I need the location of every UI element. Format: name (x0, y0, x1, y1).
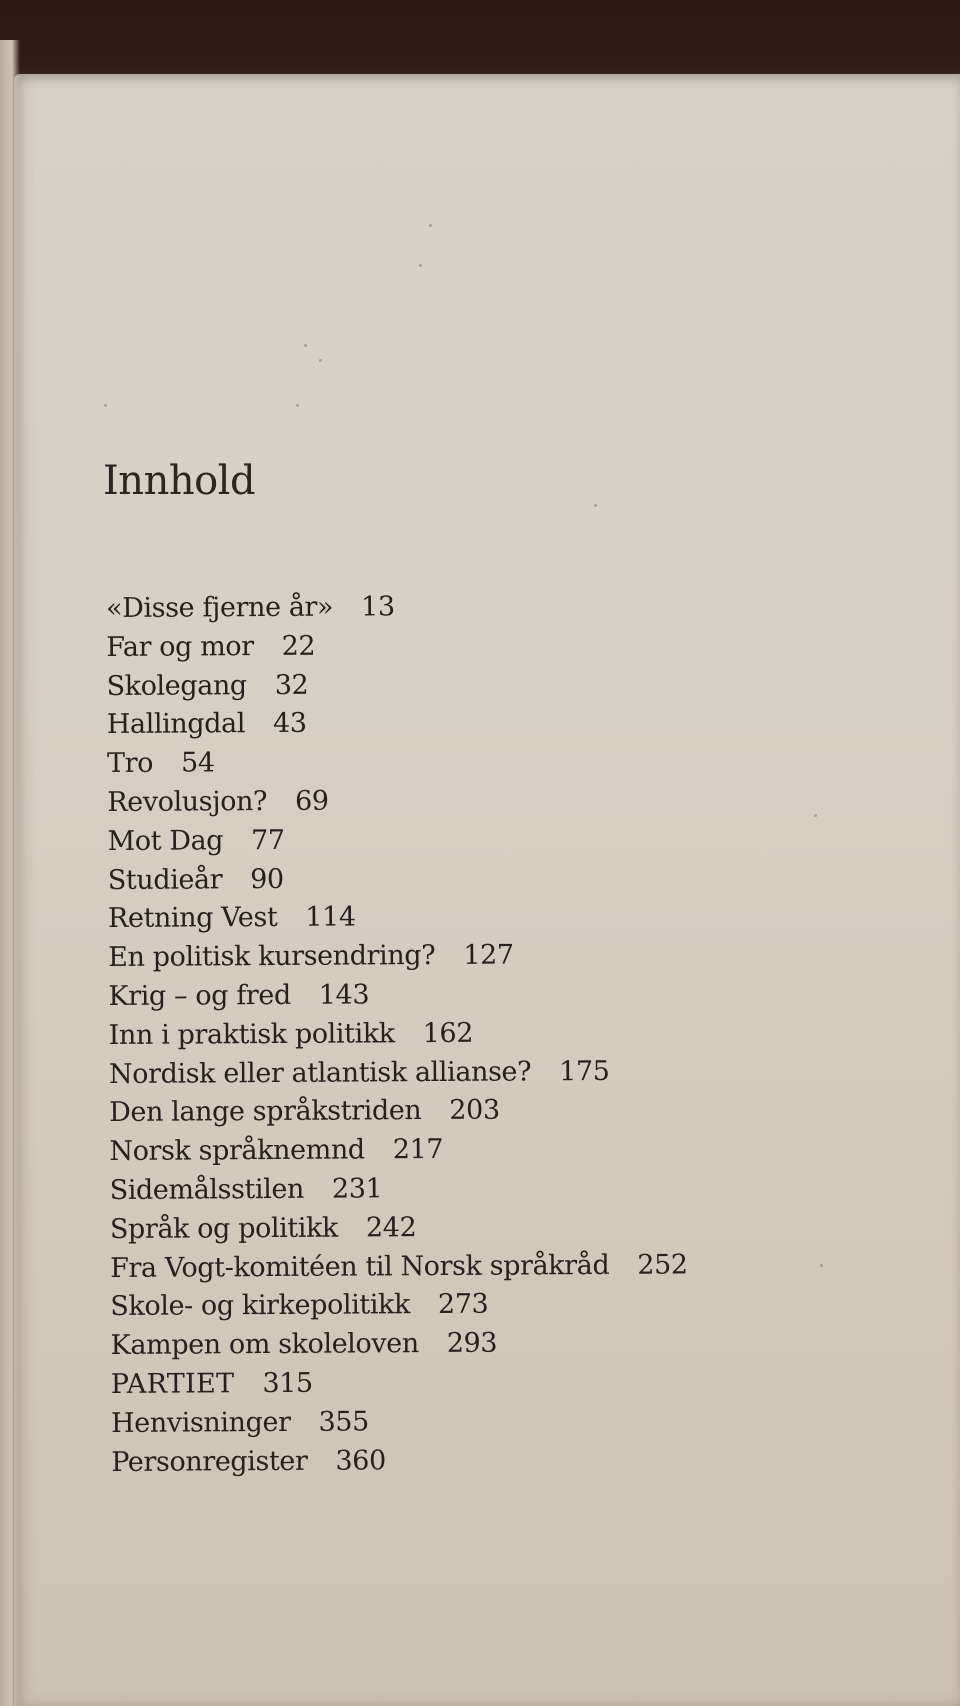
toc-entry-page: 13 (361, 591, 395, 623)
toc-entry-page: 77 (251, 824, 285, 856)
toc-entry (110, 1246, 688, 1288)
paper-speck (419, 264, 422, 267)
toc-entry-title: Henvisninger (110, 1406, 291, 1439)
toc-entry-page: 360 (335, 1444, 386, 1477)
toc-entry-page: 203 (449, 1094, 500, 1127)
toc-entry (111, 1324, 689, 1366)
toc-entry-page: 90 (250, 863, 284, 895)
toc-entry-page: 355 (318, 1406, 369, 1438)
toc-entry-page: 217 (392, 1134, 444, 1166)
toc-entry-page: 273 (437, 1289, 489, 1321)
toc-entry-title: Far og mor (106, 630, 254, 663)
toc-entry-title: Inn i praktisk politikk (108, 1018, 395, 1051)
toc-entry-page: 175 (559, 1055, 610, 1087)
paper-speck (304, 344, 307, 347)
table-of-contents (106, 586, 689, 1482)
toc-entry-title: Mot Dag (107, 825, 224, 857)
toc-entry-page: 252 (637, 1249, 688, 1281)
toc-entry (108, 858, 686, 900)
toc-entry-page: 242 (365, 1211, 417, 1244)
toc-entry-title: Den lange språkstriden (109, 1095, 422, 1129)
toc-entry (110, 1168, 688, 1210)
toc-entry-title: Personregister (111, 1445, 308, 1478)
toc-entry (106, 625, 684, 667)
paper-speck (104, 404, 107, 407)
toc-entry-title: PARTIET (110, 1368, 235, 1400)
toc-entry (107, 703, 685, 745)
toc-entry-page: 127 (463, 939, 514, 971)
toc-entry (109, 1091, 687, 1133)
toc-entry (109, 1130, 687, 1172)
page-title: Innhold (103, 458, 256, 504)
toc-entry-title: Skole- og kirkepolitikk (110, 1289, 411, 1323)
toc-entry-title: Sidemålsstilen (109, 1173, 305, 1206)
page-edge-shadow (0, 40, 20, 1706)
toc-entry-page: 162 (422, 1017, 474, 1049)
paper-speck (296, 404, 299, 407)
toc-entry-page: 69 (294, 785, 329, 817)
toc-entry-title: Norsk språknemnd (109, 1134, 365, 1168)
paper-speck (319, 359, 322, 362)
toc-entry-page: 43 (272, 708, 307, 740)
toc-entry (106, 664, 684, 706)
toc-entry-title: Tro (106, 747, 154, 780)
toc-entry-title: Fra Vogt-komitéen til Norsk språkråd (110, 1249, 610, 1284)
toc-entry-title: Språk og politikk (109, 1212, 339, 1245)
toc-entry (109, 1052, 687, 1094)
toc-entry (107, 819, 685, 861)
toc-entry (108, 974, 686, 1016)
toc-entry-title: Skolegang (106, 669, 247, 702)
toc-entry-title: Retning Vest (107, 902, 278, 935)
toc-entry-title: En politisk kursendring? (108, 940, 436, 974)
toc-entry-page: 143 (318, 979, 370, 1011)
toc-entry (108, 897, 686, 939)
toc-entry (110, 1207, 688, 1249)
toc-entry-page: 54 (180, 747, 215, 779)
toc-entry-page: 231 (331, 1173, 383, 1205)
toc-entry-page: 293 (446, 1327, 498, 1360)
toc-entry-page: 32 (274, 669, 309, 701)
toc-entry (111, 1362, 689, 1404)
toc-entry (111, 1401, 689, 1443)
toc-entry-title: Revolusjon? (107, 786, 268, 818)
toc-entry (111, 1440, 689, 1482)
paper-speck (594, 504, 597, 507)
toc-entry (110, 1285, 688, 1327)
toc-entry-title: Kampen om skoleloven (110, 1328, 419, 1362)
toc-entry-page: 114 (305, 901, 356, 934)
toc-entry (107, 742, 685, 784)
paper-speck (820, 1264, 823, 1267)
toc-entry (108, 936, 686, 978)
toc-entry-title: Studieår (107, 863, 223, 896)
toc-entry-page: 22 (281, 630, 316, 662)
paper-speck (429, 224, 432, 227)
toc-entry-title: Hallingdal (106, 708, 246, 741)
toc-entry-title: Krig – og fred (108, 979, 291, 1012)
paper-speck (814, 814, 817, 817)
toc-entry-page: 315 (262, 1367, 313, 1399)
toc-entry-title: «Disse fjerne år» (106, 591, 334, 624)
toc-entry-title: Nordisk eller atlantisk allianse? (108, 1055, 532, 1090)
toc-entry (106, 586, 684, 628)
toc-entry (109, 1013, 687, 1055)
toc-entry (107, 780, 685, 822)
